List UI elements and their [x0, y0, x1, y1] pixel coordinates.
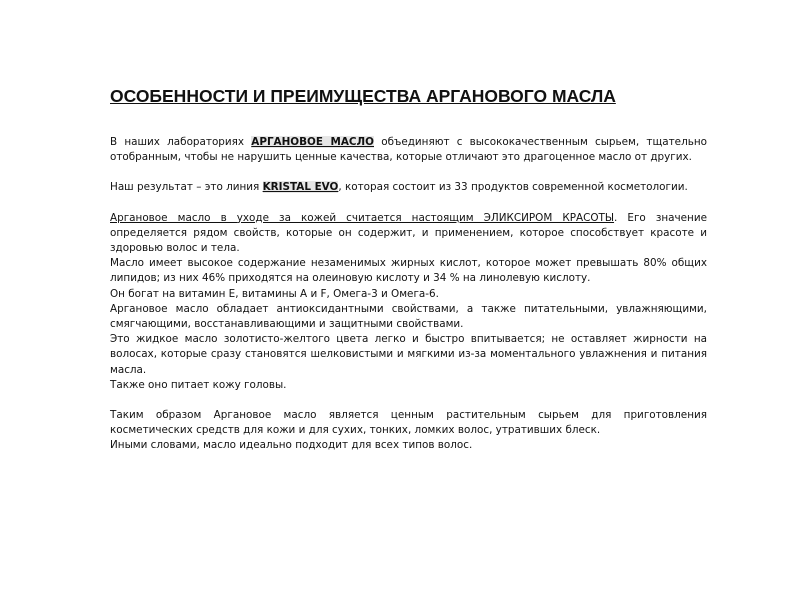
page-title: ОСОБЕННОСТИ И ПРЕИМУЩЕСТВА АРГАНОВОГО МАСЛА [110, 86, 616, 106]
kristal-evo-highlight: KRISTAL EVO [262, 181, 339, 194]
product-line-text-end: , которая состоит из 33 продуктов современной косметологии. [338, 181, 688, 194]
vitamins-paragraph: Он богат на витамин Е, витамины А и F, Омега-3 и Омега-6. [110, 287, 439, 300]
summary-paragraph: Иными словами, масло идеально подходит для всех типов волос. [110, 439, 473, 452]
elixir-paragraph [110, 211, 707, 257]
fatty-acids-paragraph: Масло имеет высокое содержание незаменимых жирных кислот, которое может превышать 80% общих липидов; из них 46% приходятся на олеиновую кислоту и 34 % на линолевую кислоту. [110, 257, 707, 285]
argan-oil-highlight: АРГАНОВОЕ МАСЛО [251, 136, 374, 148]
paragraph-gap [110, 393, 707, 408]
absorption-paragraph: Это жидкое масло золотисто-желтого цвета легко и быстро впитывается; не оставляет жирности на волосах, которые сразу становятся шелковистыми и мягкими из-за моментального увлажнения и питания масла. [110, 333, 707, 376]
product-line-text-start: Наш результат – это линия [110, 181, 263, 194]
paragraph-gap [110, 165, 707, 180]
intro-text-end: объединяют с высококачественным сырьем, тщательно отобранным, чтобы не нарушить ценные качества, которые отличают это драгоценное масло от других. [110, 136, 707, 164]
conclusion-paragraph: Таким образом Аргановое масло является ценным растительным сырьем для приготовления косметических средств для кожи и для сухих, тонких, ломких волос, утративших блеск. [110, 409, 707, 437]
intro-text-start: В наших лабораториях [110, 136, 252, 148]
document-body [110, 135, 707, 454]
properties-paragraph: Аргановое масло обладает антиоксидантными свойствами, а также питательными, увлажняющими, смягчающими, восстанавливающими и защитными свойствами. [110, 302, 707, 331]
paragraph-gap [110, 196, 707, 211]
scalp-paragraph: Также оно питает кожу головы. [110, 378, 287, 391]
intro-paragraph [110, 135, 707, 165]
elixir-underlined-text: Аргановое масло в уходе за кожей считается настоящим ЭЛИКСИРОМ КРАСОТЫ [110, 211, 615, 224]
product-line-paragraph [110, 180, 707, 195]
elixir-text-end: . Его значение определяется рядом свойств, которые он содержит, и применением, которое способствует красоте и здоровью волос и тела. [110, 211, 707, 255]
